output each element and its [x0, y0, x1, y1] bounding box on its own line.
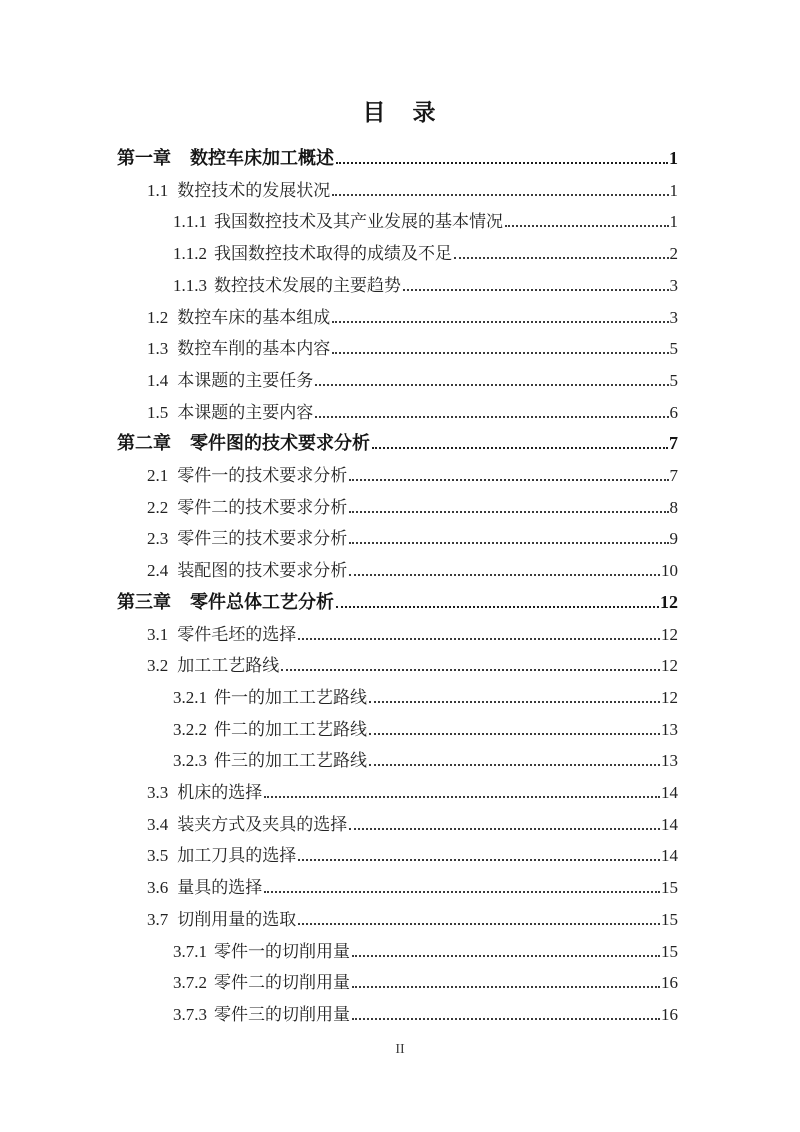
toc-entry-number: 1.1.1: [173, 212, 207, 232]
toc-entry-title: 装配图的技术要求分析: [177, 561, 348, 581]
toc-entry[interactable]: [117, 397, 678, 429]
toc-entry-page: 3: [669, 307, 678, 327]
toc-entry[interactable]: [117, 714, 678, 746]
toc-entry-number: 1.4: [147, 370, 169, 390]
toc-entry-title: 切削用量的选取: [177, 909, 297, 929]
toc-entry[interactable]: [117, 619, 678, 651]
toc-entry[interactable]: [117, 967, 678, 999]
page-title: 目 录: [362, 100, 438, 125]
toc-entry-title: 数控技术的发展状况: [177, 180, 331, 200]
toc-entry-page: 7: [669, 433, 678, 454]
toc-entry-page: 5: [669, 339, 678, 359]
toc-entry[interactable]: [117, 523, 678, 555]
toc-entry-page: 15: [661, 909, 678, 929]
toc-entry-title: 机床的选择: [177, 783, 263, 803]
dot-leader: [332, 319, 668, 323]
toc-entry-page: 12: [660, 591, 678, 612]
toc-entry[interactable]: [117, 302, 678, 334]
toc-entry-number: 3.7.3: [173, 1004, 207, 1024]
toc-entry-number: 1.1.3: [173, 275, 207, 295]
toc-entry-number: 2.1: [147, 466, 169, 486]
toc-entry-title: 零件一的切削用量: [214, 941, 350, 961]
dot-leader: [454, 255, 669, 259]
dot-leader: [336, 604, 659, 608]
footer-page-number: II: [395, 1042, 405, 1057]
toc-entry-title: 我国数控技术取得的成绩及不足: [214, 244, 452, 264]
toc-entry-title: 零件三的技术要求分析: [177, 529, 348, 549]
dot-leader: [349, 509, 668, 513]
dot-leader: [352, 953, 660, 957]
toc-entry-page: 1: [669, 212, 678, 232]
toc-entry-page: 14: [661, 814, 678, 834]
toc-entry[interactable]: [117, 143, 678, 175]
toc-entry[interactable]: [117, 840, 678, 872]
dot-leader: [349, 477, 668, 481]
toc-entry-number: 第一章: [117, 148, 171, 168]
toc-entry-title: 本课题的主要内容: [177, 402, 314, 422]
toc-entry-page: 6: [669, 402, 678, 422]
toc-entry-title: 件二的加工工艺路线: [214, 719, 367, 739]
toc-entry[interactable]: [117, 492, 678, 524]
toc-entry[interactable]: [117, 999, 678, 1031]
toc-entry-page: 1: [669, 148, 678, 168]
toc-entry-title: 量具的选择: [177, 878, 263, 898]
toc-entry-number: 3.3: [147, 783, 169, 803]
toc-entry[interactable]: [117, 682, 678, 714]
toc-entry-title: 零件三的切削用量: [214, 1004, 350, 1024]
toc-entry-page: 15: [661, 941, 678, 961]
toc-entry-title: 数控技术发展的主要趋势: [214, 275, 401, 295]
toc-entry-number: 2.4: [147, 561, 169, 581]
toc-entry-page: 10: [661, 561, 678, 581]
toc-entry[interactable]: [117, 270, 678, 302]
toc-entry-number: 3.6: [147, 878, 169, 898]
dot-leader: [298, 636, 660, 640]
toc-entry-number: 2.2: [147, 497, 169, 517]
toc-entry-number: 3.1: [147, 624, 169, 644]
toc-entry-number: 3.2.3: [173, 751, 207, 771]
toc-entry-number: 3.4: [147, 814, 169, 834]
toc-entry-page: 8: [669, 497, 678, 517]
toc-entry-page: 12: [661, 687, 678, 707]
dot-leader: [369, 731, 660, 735]
dot-leader: [403, 287, 669, 291]
toc-entry-title: 数控车床的基本组成: [177, 307, 331, 327]
dot-leader: [315, 382, 668, 386]
toc-entry-title: 本课题的主要任务: [177, 370, 314, 390]
dot-leader: [369, 762, 660, 766]
dot-leader: [281, 667, 660, 671]
toc-entry-page: 2: [669, 244, 678, 264]
toc-entry-page: 16: [661, 1004, 678, 1024]
toc-entry-page: 12: [661, 656, 678, 676]
toc-entry-title: 数控车削的基本内容: [177, 339, 331, 359]
toc-entry-page: 7: [669, 466, 678, 486]
toc-entry-number: 3.7: [147, 909, 169, 929]
dot-leader: [352, 984, 660, 988]
toc-entry-title: 数控车床加工概述: [190, 148, 334, 168]
toc-entry[interactable]: [117, 872, 678, 904]
toc-entry-number: 3.5: [147, 846, 169, 866]
toc-entry-title: 零件毛坯的选择: [177, 624, 297, 644]
dot-leader: [505, 223, 669, 227]
toc-entry-title: 零件一的技术要求分析: [177, 466, 348, 486]
toc-entry-page: 1: [669, 180, 678, 200]
toc-entry-title: 零件二的切削用量: [214, 973, 350, 993]
dot-leader: [336, 160, 668, 164]
toc-entry-page: 14: [661, 783, 678, 803]
dot-leader: [332, 192, 668, 196]
toc-entry-page: 3: [669, 275, 678, 295]
toc-entry-number: 1.1: [147, 180, 169, 200]
toc-entry-page: 15: [661, 878, 678, 898]
dot-leader: [369, 699, 660, 703]
toc-entry[interactable]: [117, 333, 678, 365]
toc-entry-page: 16: [661, 973, 678, 993]
toc-entry-page: 14: [661, 846, 678, 866]
dot-leader: [349, 540, 668, 544]
toc-entry-title: 零件图的技术要求分析: [190, 433, 370, 454]
toc-entry-page: 5: [669, 370, 678, 390]
toc-entry-number: 1.2: [147, 307, 169, 327]
toc-entry-page: 13: [661, 719, 678, 739]
dot-leader: [332, 350, 668, 354]
toc-entry[interactable]: [117, 745, 678, 777]
toc-entry-page: 12: [661, 624, 678, 644]
toc-entry[interactable]: [117, 936, 678, 968]
toc-entry[interactable]: [117, 587, 678, 619]
dot-leader: [315, 414, 668, 418]
toc-entry[interactable]: [117, 238, 678, 270]
toc-entry-number: 1.3: [147, 339, 169, 359]
toc-entry-title: 零件二的技术要求分析: [177, 497, 348, 517]
toc-entry[interactable]: [117, 365, 678, 397]
toc-entry-number: 2.3: [147, 529, 169, 549]
dot-leader: [349, 826, 660, 830]
toc-entry-number: 第二章: [117, 433, 171, 454]
toc-entry-title: 零件总体工艺分析: [190, 591, 334, 612]
toc-entry[interactable]: [117, 650, 678, 682]
toc-entry-page: 9: [669, 529, 678, 549]
toc-entry-number: 3.2.1: [173, 687, 207, 707]
table-of-contents: [0, 143, 800, 1031]
dot-leader: [264, 889, 660, 893]
toc-entry-title: 装夹方式及夹具的选择: [177, 814, 348, 834]
toc-entry-number: 3.7.1: [173, 941, 207, 961]
dot-leader: [298, 857, 660, 861]
toc-entry-page: 13: [661, 751, 678, 771]
toc-entry[interactable]: [117, 206, 678, 238]
toc-entry-title: 件一的加工工艺路线: [214, 687, 367, 707]
toc-entry-title: 加工工艺路线: [177, 656, 280, 676]
toc-entry[interactable]: [117, 809, 678, 841]
toc-entry-number: 3.7.2: [173, 973, 207, 993]
dot-leader: [349, 572, 660, 576]
toc-entry[interactable]: [117, 460, 678, 492]
toc-entry-title: 加工刀具的选择: [177, 846, 297, 866]
toc-entry-number: 1.5: [147, 402, 169, 422]
toc-entry[interactable]: [117, 175, 678, 207]
toc-entry[interactable]: [117, 904, 678, 936]
toc-entry[interactable]: [117, 555, 678, 587]
dot-leader: [264, 794, 660, 798]
toc-entry-title: 我国数控技术及其产业发展的基本情况: [214, 212, 503, 232]
toc-entry[interactable]: [117, 428, 678, 460]
dot-leader: [372, 445, 668, 449]
toc-entry-number: 第三章: [117, 591, 171, 612]
toc-entry[interactable]: [117, 777, 678, 809]
toc-entry-number: 3.2.2: [173, 719, 207, 739]
toc-entry-title: 件三的加工工艺路线: [214, 751, 367, 771]
dot-leader: [298, 921, 660, 925]
toc-entry-number: 1.1.2: [173, 244, 207, 264]
dot-leader: [352, 1016, 660, 1020]
toc-entry-number: 3.2: [147, 656, 169, 676]
